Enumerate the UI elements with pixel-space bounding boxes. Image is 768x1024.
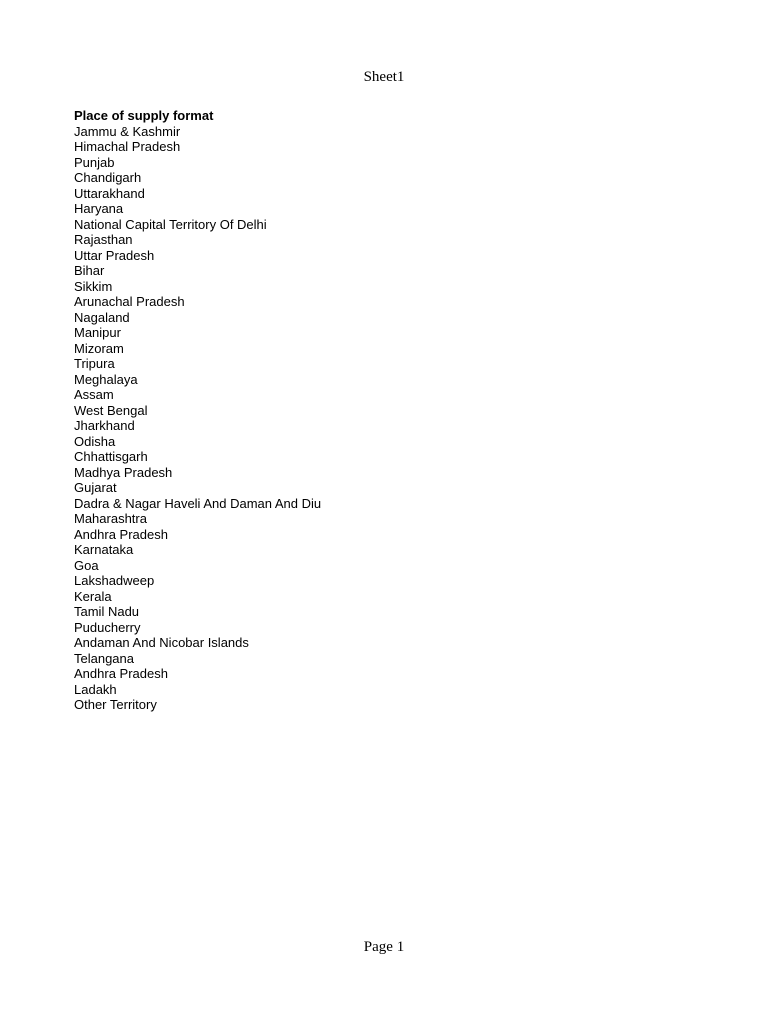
list-item: Ladakh: [74, 681, 117, 697]
list-item: Dadra & Nagar Haveli And Daman And Diu: [74, 495, 322, 511]
list-item: Uttarakhand: [74, 185, 145, 201]
list-item: Mizoram: [74, 340, 124, 356]
list-item: Haryana: [74, 201, 124, 216]
list-item: National Capital Territory Of Delhi: [74, 216, 267, 232]
list-item: Rajasthan: [74, 232, 133, 247]
list-item: Sikkim: [74, 278, 113, 294]
list-item: Manipur: [74, 325, 121, 340]
list-item: Madhya Pradesh: [74, 464, 173, 480]
list-item: Jharkhand: [74, 418, 135, 433]
list-item: Other Territory: [74, 697, 157, 712]
list-item: Meghalaya: [74, 371, 138, 387]
list-item: Assam: [74, 387, 114, 402]
list-item: Nagaland: [74, 309, 130, 325]
list-item: Andaman And Nicobar Islands: [74, 635, 249, 650]
list-item: Jammu & Kashmir: [74, 123, 181, 139]
page-header-title: Sheet1: [363, 69, 405, 85]
sheet-content: [74, 108, 674, 713]
list-item: West Bengal: [74, 402, 148, 418]
list-item: Chhattisgarh: [74, 449, 148, 464]
list-item: Uttar Pradesh: [74, 247, 155, 263]
page-footer-label: Page 1: [363, 939, 405, 955]
list-item: Gujarat: [74, 480, 117, 495]
list-item: Arunachal Pradesh: [74, 294, 185, 309]
list-item: Tripura: [74, 356, 115, 371]
list-item: Chandigarh: [74, 170, 142, 185]
list-item: Andhra Pradesh: [74, 526, 168, 542]
column-heading: Place of supply format: [74, 108, 214, 123]
list-item: Kerala: [74, 588, 112, 604]
list-item: Maharashtra: [74, 511, 147, 526]
list-item: Andhra Pradesh: [74, 666, 168, 681]
list-item: Goa: [74, 557, 99, 573]
list-item: Himachal Pradesh: [74, 139, 181, 154]
list-item: Telangana: [74, 650, 134, 666]
state-list: [74, 124, 674, 713]
list-item: Tamil Nadu: [74, 604, 140, 619]
list-item: Karnataka: [74, 542, 134, 557]
list-item: Puducherry: [74, 619, 141, 635]
list-item: Punjab: [74, 154, 115, 170]
list-item: Lakshadweep: [74, 573, 155, 588]
list-item: Bihar: [74, 263, 105, 278]
list-item: Odisha: [74, 433, 116, 449]
